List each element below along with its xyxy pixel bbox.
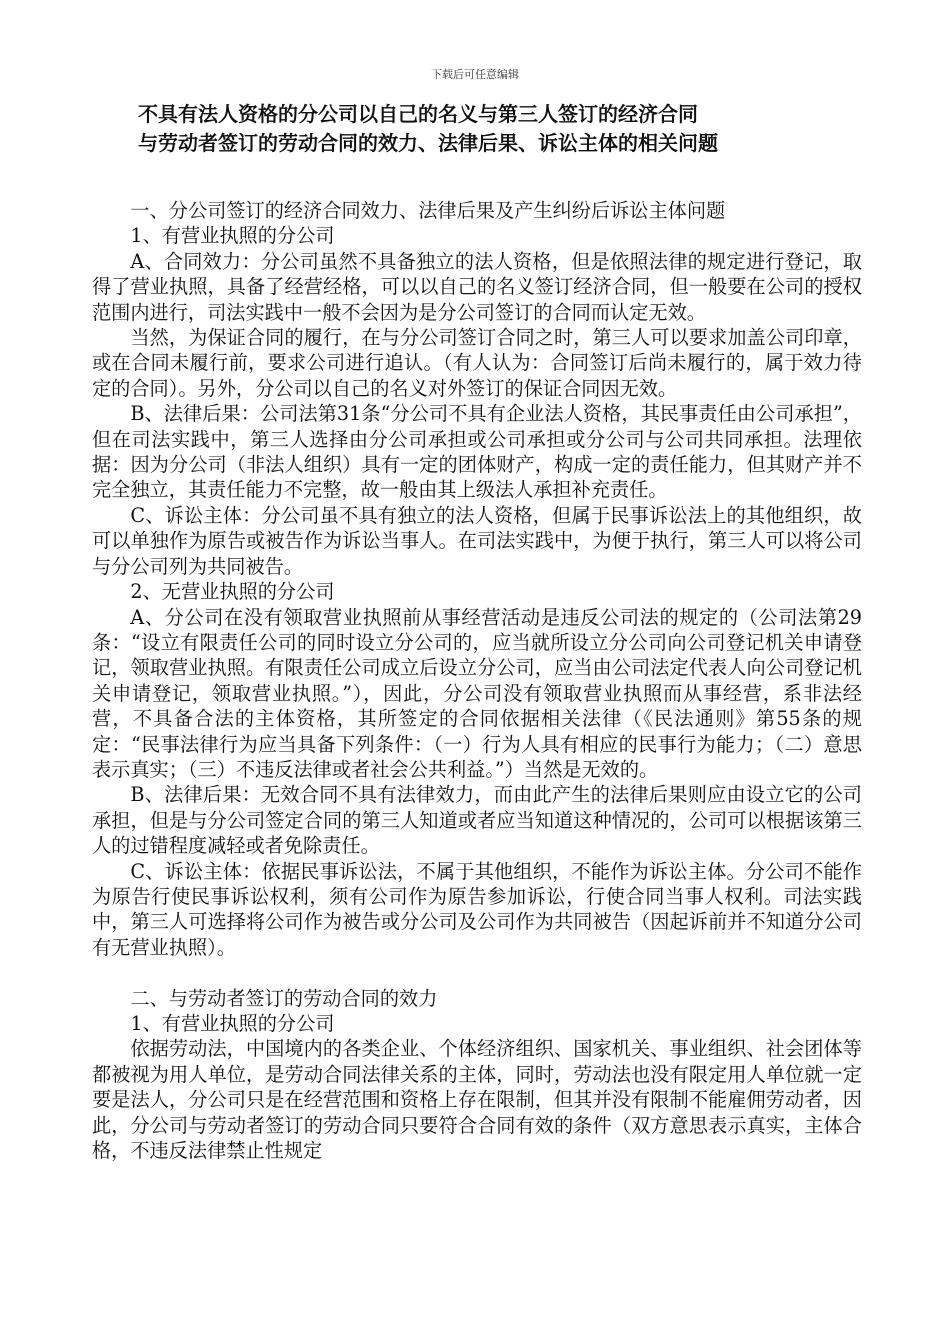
paragraph: C、诉讼主体：依据民事诉讼法，不属于其他组织，不能作为诉讼主体。分公司不能作为原告行使民事诉讼权利，须有公司作为原告参加诉讼，行使合同当事人权利。司法实践中，第三人可选择将公司作为被告或分公司及公司作为共同被告（因起诉前并不知道分公司有无营业执照）。 <box>92 859 862 959</box>
title-line-2: 与劳动者签订的劳动合同的效力、法律后果、诉讼主体的相关问题 <box>138 131 718 155</box>
paragraph: B、法律后果：无效合同不具有法律效力，而由此产生的法律后果则应由设立它的公司承担，但是与分公司签定合同的第三人知道或者应当知道这种情况的，公司可以根据该第三人的过错程度减轻或者免除责任。 <box>92 783 862 858</box>
page-header: 下载后可任意编辑 <box>431 68 519 81</box>
document-title <box>138 100 858 158</box>
paragraph: 当然，为保证合同的履行，在与分公司签订合同之时，第三人可以要求加盖公司印章，或在合同未履行前，要求公司进行追认。（有人认为：合同签订后尚未履行的，属于效力待定的合同）。另外，分公司以自己的名义对外签订的保证合同因无效。 <box>92 326 862 400</box>
subsection-heading: 1、有营业执照的分公司 <box>130 1011 335 1035</box>
section-heading-1: 一、分公司签订的经济合同效力、法律后果及产生纠纷后诉讼主体问题 <box>130 199 726 222</box>
paragraph: 依据劳动法，中国境内的各类企业、个体经济组织、国家机关、事业组织、社会团体等都被视为用人单位，是劳动合同法律关系的主体，同时，劳动法也没有限定用人单位就一定要是法人，分公司只是在经营范围和资格上存在限制，但其并没有限制不能雇佣劳动者，因此，分公司与劳动者签订的劳动合同只要符合合同有效的条件（双方意思表示真实，主体合格，不违反法律禁止性规定 <box>92 1037 862 1163</box>
subsection-heading: 1、有营业执照的分公司 <box>130 224 335 248</box>
subsection-heading: 2、无营业执照的分公司 <box>130 580 335 604</box>
paragraph: A、分公司在没有领取营业执照前从事经营活动是违反公司法的规定的（公司法第29条：“设立有限责任公司的同时设立分公司的，应当就所设立分公司向公司登记机关申请登记，领取营业执照。有限责任公司成立后设立分公司，应当由公司法定代表人向公司登记机关申请登记，领取营业执照。”），因此，分公司没有领取营业执照而从事经营，系非法经营，不具备合法的主体资格，其所签定的合同依据相关法律（《民法通则》第55条的规定：“民事法律行为应当具备下列条件：（一）行为人具有相应的民事行为能力；（二）意思表示真实；（三）不违反法律或者社会公共利益。”）当然是无效的。 <box>92 605 862 781</box>
document-body <box>92 198 862 1163</box>
title-line-1: 不具有法人资格的分公司以自己的名义与第三人签订的经济合同 <box>138 102 698 126</box>
section-heading-2: 二、与劳动者签订的劳动合同的效力 <box>130 986 438 1010</box>
paragraph-legal-consequence: B、法律后果：公司法第31条“分公司不具有企业法人资格，其民事责任由公司承担”，但在司法实践中，第三人选择由分公司承担或公司承担或分公司与公司共同承担。法理依据：因为分公司（非法人组织）具有一定的团体财产，构成一定的责任能力，但其财产并不完全独立，其责任能力不完整，故一般由其上级法人承担补充责任。 <box>92 402 862 502</box>
paragraph-contract-validity: A、合同效力：分公司虽然不具备独立的法人资格，但是依照法律的规定进行登记，取得了营业执照，具备了经营经格，可以以自己的名义签订经济合同，但一般要在公司的授权范围内进行，司法实践中一般不会因为是分公司签订的合同而认定无效。 <box>92 249 862 324</box>
paragraph-litigation-subject: C、诉讼主体：分公司虽不具有独立的法人资格，但属于民事诉讼法上的其他组织，故可以单独作为原告或被告作为诉讼当事人。在司法实践中，为便于执行，第三人可以将公司与分公司列为共同被告。 <box>92 503 862 578</box>
